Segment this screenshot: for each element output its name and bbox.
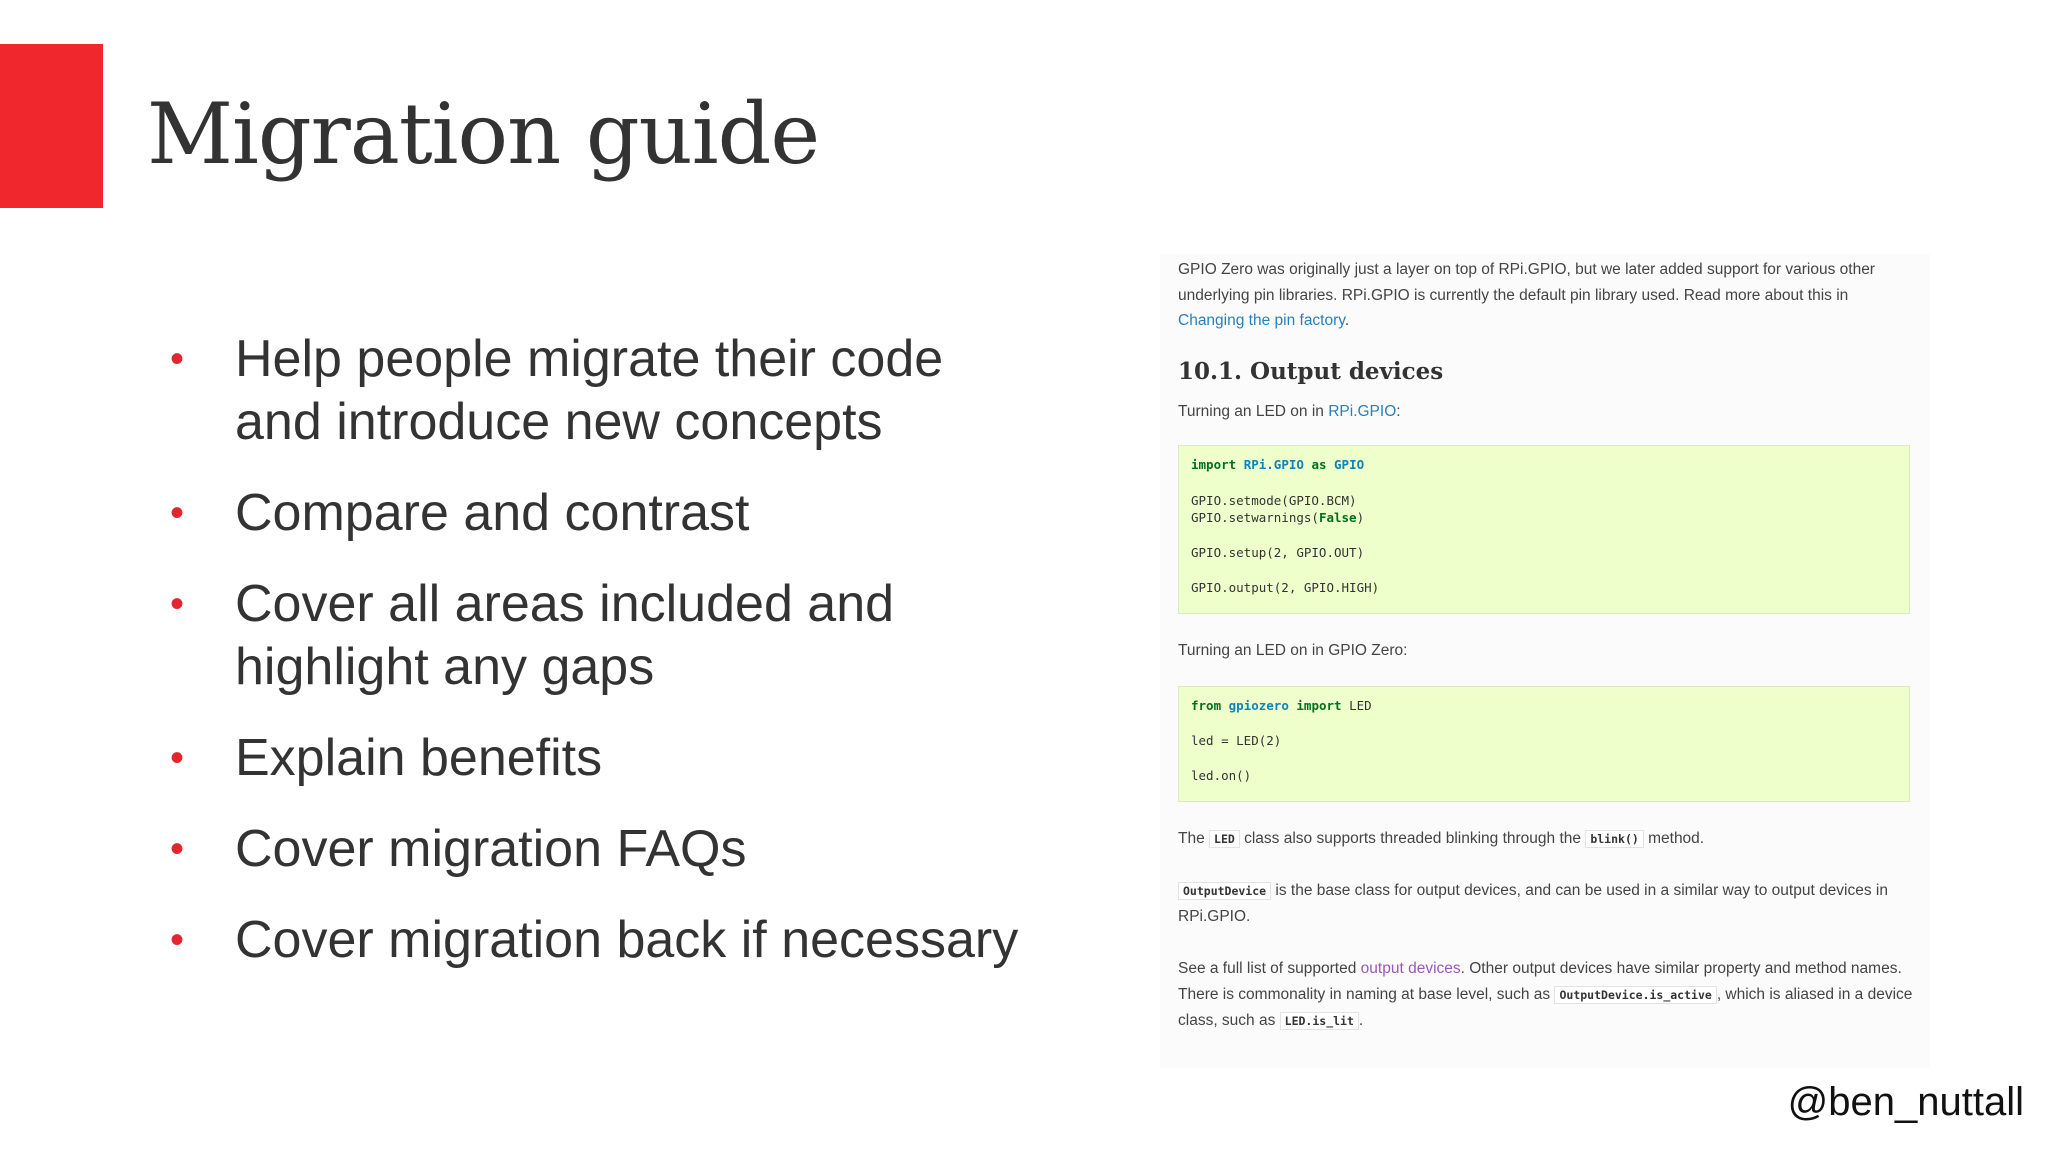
- code-line: GPIO.setmode(GPIO.BCM): [1191, 492, 1357, 508]
- accent-bar: [0, 44, 103, 208]
- bullet-text: Help people migrate their code and introduce new concepts: [235, 330, 944, 451]
- doc-intro-text: GPIO Zero was originally just a layer on top of RPi.GPIO, but we later added support for various other underlying pin libraries. RPi.GPIO is currently the default pin library used. Read more about this in: [1178, 261, 1875, 304]
- code-block-rpigpio: [1178, 445, 1910, 614]
- code-block-gpiozero: [1178, 686, 1910, 802]
- code-line: GPIO.output(2, GPIO.HIGH): [1191, 579, 1380, 595]
- code-line: [1191, 697, 1897, 714]
- code-module: RPi.GPIO: [1243, 456, 1304, 472]
- inline-code: LED.is_lit: [1280, 1012, 1359, 1030]
- doc-intro-end: .: [1344, 312, 1350, 329]
- bullet-item: [160, 818, 1020, 881]
- doc-intro: [1178, 257, 1918, 334]
- para-text: method.: [1643, 829, 1705, 847]
- para-text: class also supports threaded blinking through the: [1239, 829, 1586, 847]
- bullet-marker: •: [170, 827, 185, 871]
- code-line: led = LED(2): [1191, 732, 1282, 748]
- para-text: . Other output devices have similar property and method names. There is commonality in naming at base level, such as: [1178, 959, 1902, 1003]
- bullet-marker: •: [170, 736, 185, 780]
- gpiozero-intro: Turning an LED on in GPIO Zero:: [1178, 641, 1408, 659]
- para-text: The: [1178, 829, 1210, 847]
- code-text: LED: [1349, 697, 1372, 713]
- author-handle: @ben_nuttall: [1787, 1080, 2024, 1124]
- para-text: See a full list of supported: [1178, 959, 1361, 977]
- bullet-marker: •: [170, 337, 185, 381]
- bullet-marker: •: [170, 582, 185, 626]
- code-module: gpiozero: [1228, 697, 1289, 713]
- code-keyword: import: [1296, 697, 1342, 713]
- code-keyword: import: [1191, 456, 1237, 472]
- bullet-item: [160, 482, 1020, 545]
- inline-code: LED: [1209, 830, 1240, 848]
- code-line: GPIO.setup(2, GPIO.OUT): [1191, 544, 1365, 560]
- code-line: led.on(): [1191, 767, 1252, 783]
- led-blink-paragraph: [1178, 826, 1930, 852]
- code-text: GPIO.setwarnings(: [1191, 509, 1319, 525]
- output-devices-link[interactable]: output devices: [1360, 959, 1461, 977]
- para-text: .: [1358, 1011, 1364, 1029]
- slide-title: Migration guide: [147, 85, 820, 183]
- code-line: [1191, 509, 1897, 526]
- bullet-item: [160, 328, 1020, 454]
- code-constant: False: [1318, 509, 1357, 525]
- outputdevice-paragraph: [1178, 878, 1918, 930]
- inline-code: OutputDevice: [1178, 882, 1271, 900]
- rpigpio-intro: [1178, 399, 1930, 425]
- bullet-list: [160, 328, 1020, 1000]
- bullet-text: Cover all areas included and highlight any gaps: [235, 575, 895, 696]
- para-text: , which is aliased in a device class, such as: [1178, 985, 1913, 1029]
- code-text: ): [1356, 509, 1365, 525]
- bullet-text: Cover migration back if necessary: [235, 911, 1019, 969]
- docs-screenshot: [1160, 254, 1930, 1068]
- code-keyword: from: [1191, 697, 1222, 713]
- bullet-item: [160, 727, 1020, 790]
- bullet-marker: •: [170, 918, 185, 962]
- code-keyword: as: [1311, 456, 1327, 472]
- bullet-item: [160, 909, 1020, 972]
- code-line: [1191, 456, 1897, 473]
- bullet-marker: •: [170, 491, 185, 535]
- rpigpio-intro-text: Turning an LED on in: [1178, 402, 1329, 420]
- para-text: is the base class for output devices, and can be used in a similar way to output devices in RPi.GPIO.: [1178, 881, 1888, 925]
- bullet-text: Explain benefits: [235, 729, 603, 787]
- bullet-text: Compare and contrast: [235, 484, 750, 542]
- section-heading: 10.1. Output devices: [1178, 357, 1444, 385]
- bullet-item: [160, 573, 1020, 699]
- code-alias: GPIO: [1334, 456, 1365, 472]
- bullet-text: Cover migration FAQs: [235, 820, 747, 878]
- rpigpio-link[interactable]: RPi.GPIO: [1328, 402, 1397, 420]
- inline-code: blink(): [1585, 830, 1643, 848]
- output-devices-paragraph: [1178, 956, 1923, 1034]
- inline-code: OutputDevice.is_active: [1554, 986, 1716, 1004]
- changing-pin-factory-link[interactable]: Changing the pin factory: [1178, 312, 1345, 329]
- rpigpio-intro-end: :: [1396, 402, 1401, 420]
